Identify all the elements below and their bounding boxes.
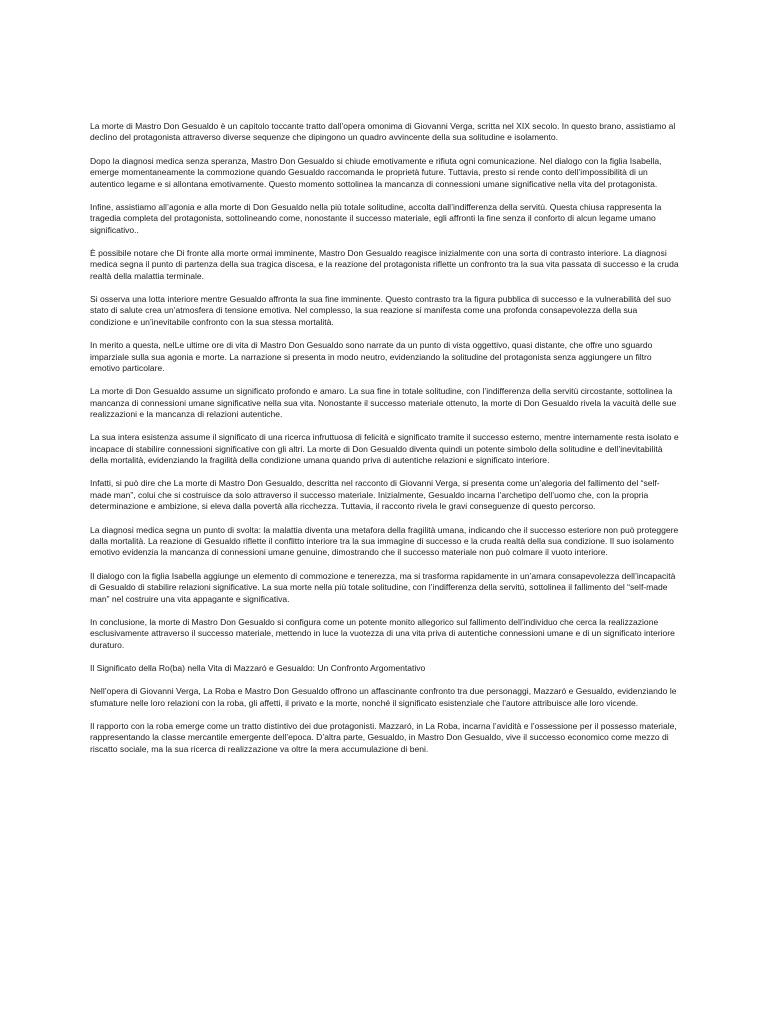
paragraph-svolta: La diagnosi medica segna un punto di svolta: la malattia diventa una metafora della fragilità umana, indicando che il successo esteriore non può proteggere dalla mortalità. La reazione di Gesualdo riflette il conflitto interiore tra la sua immagine di successo e la cruda realtà della sua condizione. Il suo isolamento emotivo evidenzia la mancanza di connessioni umane genuine, dimostrando che il successo materiale non può colmare il vuoto interiore.: [90, 524, 679, 558]
section-heading: Il Significato della Ro(ba) nella Vita di Mazzaró e Gesualdo: Un Confronto Argomentativo: [90, 662, 426, 673]
paragraph-contrasto: È possibile notare che Di fronte alla morte ormai imminente, Mastro Don Gesualdo reagisce inizialmente con una sorta di contrasto interiore. La diagnosi medica segna il punto di partenza della sua tragica discesa, e la reazione del protagonista riflette un confronto tra la sua vita passata di successo e la cruda realtà della malattia terminale.: [90, 247, 679, 281]
paragraph-rapporto-roba: Il rapporto con la roba emerge come un tratto distintivo dei due protagonisti. Mazzaró, in La Roba, incarna l’avidità e l’ossessione per il possesso materiale, rappresentando la classe mercantile emergente dell’epoca. D’altra parte, Gesualdo, in Mastro Don Gesualdo, vive il successo economico come mezzo di riscatto sociale, ma la sua ricerca di realizzazione va oltre la mera accumulazione di beni.: [90, 720, 677, 754]
paragraph-esistenza: La sua intera esistenza assume il significato di una ricerca infruttuosa di felicità e significato tramite il successo esterno, mentre internamente resta isolato e incapace di stabilire connessioni significative con gli altri. La morte di Don Gesualdo diventa quindi un potente simbolo della solitudine e dell’inevitabilità della mortalità, evidenziando la fragilità della condizione umana quando priva di autentiche relazioni e significato interiore.: [90, 432, 679, 466]
paragraph-agonia: Infine, assistiamo all’agonia e alla morte di Don Gesualdo nella più totale solitudine, accolta dall’indifferenza della servitù. Questa chiusa rappresenta la tragedia completa del protagonista, sottolineando come, nonostante il successo materiale, egli affronti la fine senza il conforto di alcun legame umano significativo..: [90, 201, 662, 235]
paragraph-diagnosi: Dopo la diagnosi medica senza speranza, Mastro Don Gesualdo si chiude emotivamente e rifiuta ogni comunicazione. Nel dialogo con la figlia Isabella, emerge momentaneamente la commozione quando Gesualdo raccomanda le proprietà future. Tuttavia, presto si rende conto dell’impossibilità di un autentico legame e si allontana emotivamente. Questo momento sottolinea la mancanza di connessioni umane significative nella vita del protagonista.: [90, 155, 662, 189]
paragraph-intro: La morte di Mastro Don Gesualdo è un capitolo toccante tratto dall’opera omonima di Giovanni Verga, scritta nel XIX secolo. In questo brano, assistiamo al declino del protagonista attraverso diverse sequenze che dipingono un quadro avvincente della sua solitudine e isolamento.: [90, 121, 676, 143]
paragraph-significato-morte: La morte di Don Gesualdo assume un significato profondo e amaro. La sua fine in totale solitudine, con l’indifferenza della servitù circostante, sottolinea la mancanza di connessioni umane significative nella sua vita. Nonostante il successo materiale ottenuto, la morte di Don Gesualdo rivela la vacuità delle sue realizzazioni e la mancanza di relazioni autentiche.: [90, 386, 677, 420]
paragraph-lotta-interiore: Si osserva una lotta interiore mentre Gesualdo affronta la sua fine imminente. Questo contrasto tra la figura pubblica di successo e la vulnerabilità del suo stato di salute crea un’atmosfera di tensione emotiva. Nel complesso, la sua reazione si manifesta come una profonda consapevolezza della sua condizione e un’inevitabile confronto con la sua stessa mortalità.: [90, 294, 671, 327]
paragraph-allegoria: Infatti, si può dire che La morte di Mastro Don Gesualdo, descritta nel racconto di Giovanni Verga, si presenta come un’alegoria del fallimento del “self-made man”, colui che si costruisce da solo attraverso il successo materiale. Inizialmente, Gesualdo incarna l’archetipo dell’uomo che, con la propria determinazione e ambizione, si eleva dalla povertà alla ricchezza. Tuttavia, il racconto rivela le gravi conseguenze di questo percorso.: [90, 478, 660, 512]
paragraph-confronto: Nell’opera di Giovanni Verga, La Roba e Mastro Don Gesualdo offrono un affascinante confronto tra due personaggi, Mazzaró e Gesualdo, evidenziando le sfumature nelle loro relazioni con la roba, gli affetti, il privato e la morte, nonché il significato esistenziale che l’autore attribuisce alle loro vicende.: [90, 686, 677, 708]
paragraph-dialogo-isabella: Il dialogo con la figlia Isabella aggiunge un elemento di commozione e tenerezza, ma si trasforma rapidamente in un’amara consapevolezza dell’incapacità di Gesualdo di stabilire relazioni significative. La sua morte nella più totale solitudine, con l’indifferenza della servitù, sottolinea il fallimento del “self-made man” nel costruire una vita appagante e significativa.: [90, 570, 676, 604]
paragraph-ultime-ore: In merito a questa, nelLe ultime ore di vita di Mastro Don Gesualdo sono narrate da un punto di vista oggettivo, quasi distante, che offre uno sguardo imparziale sulla sua agonia e morte. La narrazione si presenta in modo neutro, evidenziando la solitudine del protagonista senza aggiungere un filtro emotivo particolare.: [90, 340, 653, 373]
paragraph-conclusione: In conclusione, la morte di Mastro Don Gesualdo si configura come un potente monito allegorico sul fallimento dell’individuo che cerca la realizzazione esclusivamente attraverso il successo materiale, mettendo in luce la vuotezza di una vita priva di autentiche connessioni umane e di un significato interiore duraturo.: [90, 616, 675, 650]
document-body: [90, 121, 680, 767]
